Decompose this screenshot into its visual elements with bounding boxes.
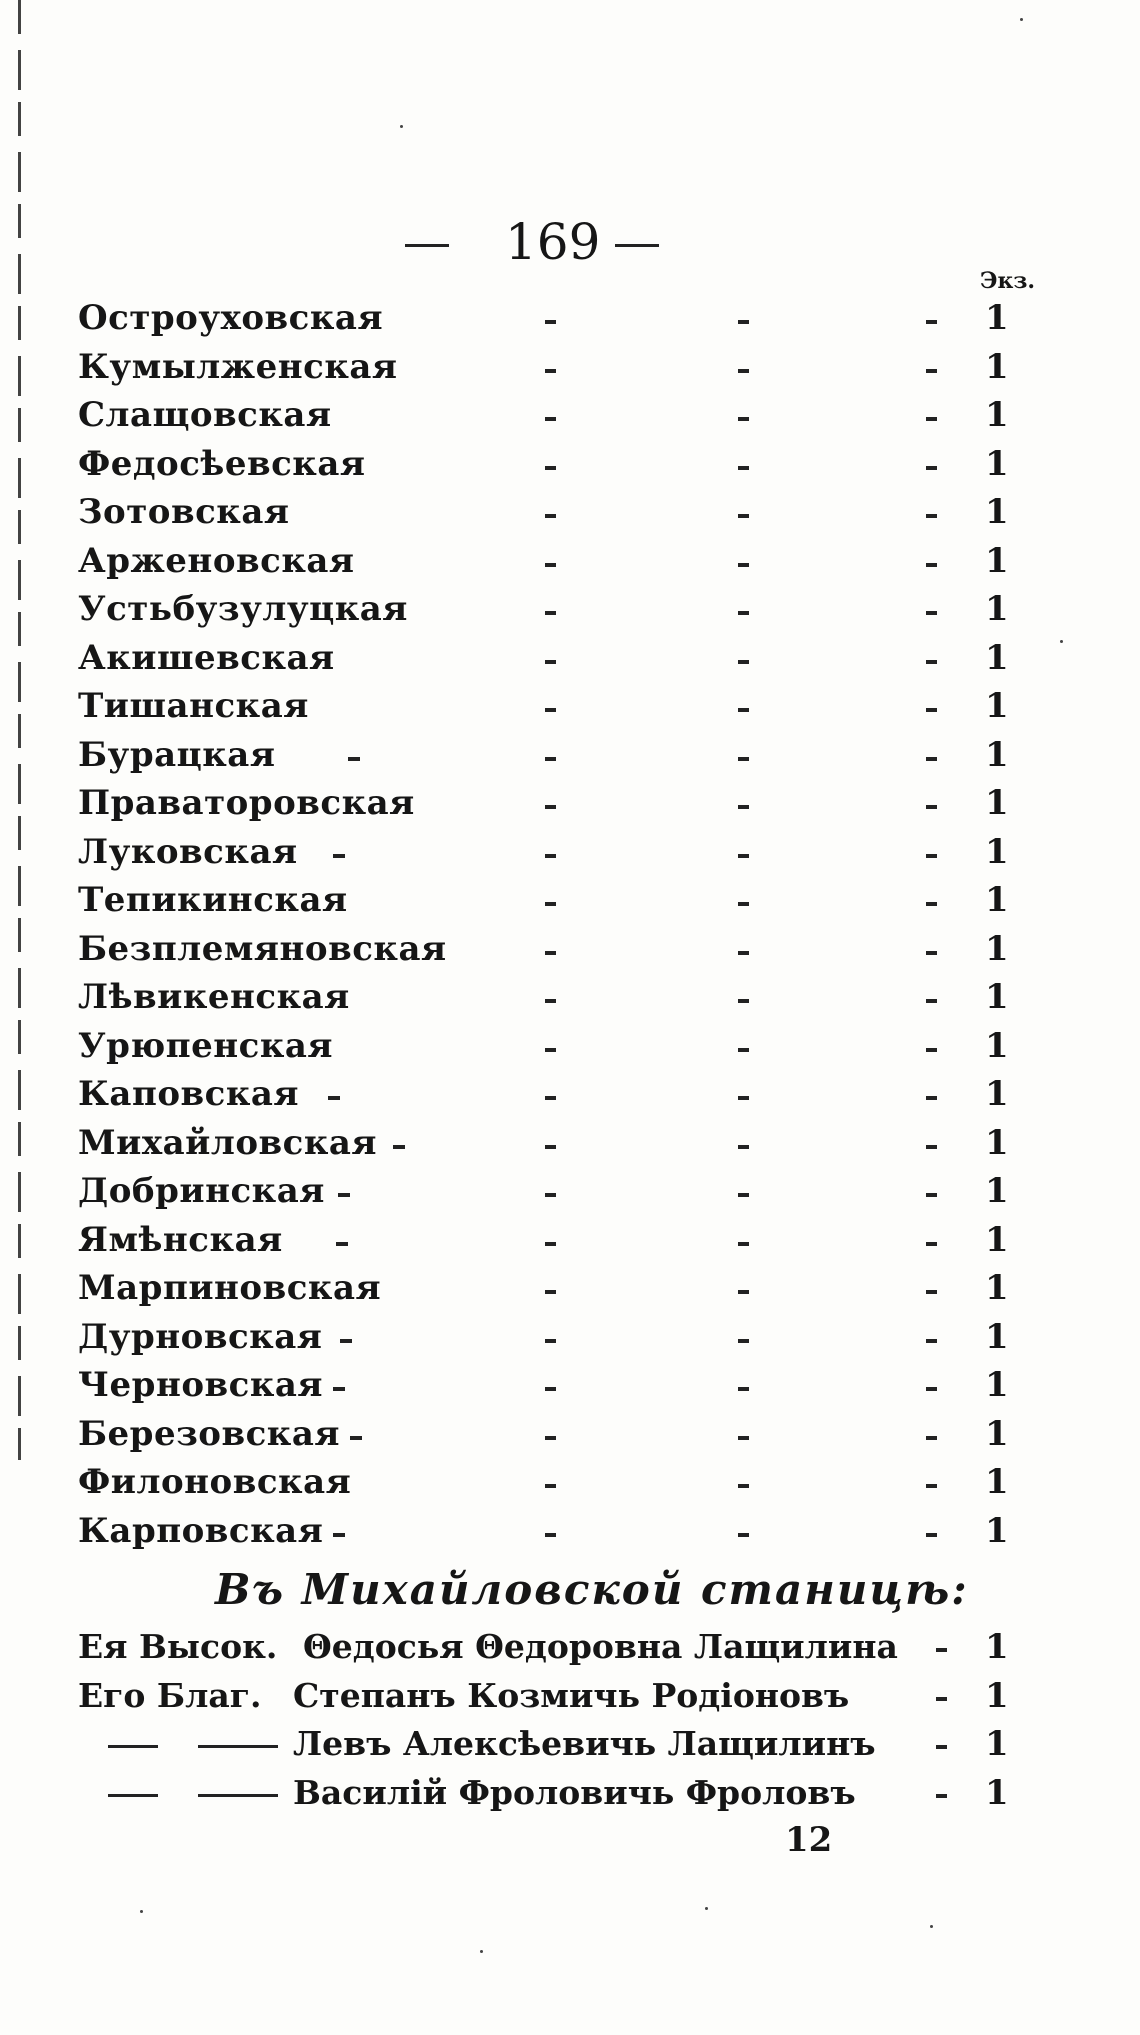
- paper-speck: [1060, 640, 1063, 643]
- copies-count: 1: [985, 1510, 1009, 1551]
- leader-dash: [926, 1436, 937, 1440]
- list-row: [78, 1361, 1078, 1410]
- leader-dash: [545, 951, 556, 955]
- leader-dash: [926, 1387, 937, 1391]
- stanitsa-name: Ямѣнская: [78, 1219, 283, 1260]
- copies-count: 1: [985, 734, 1009, 775]
- stanitsa-name: Черновская: [78, 1365, 324, 1405]
- leader-dash: [545, 1339, 556, 1343]
- leader-dash: [738, 757, 749, 761]
- leader-dash: [738, 514, 749, 518]
- list-row: [78, 634, 1078, 683]
- leader-dash: [545, 1242, 556, 1246]
- list-row: [78, 731, 1078, 780]
- leader-dash: [738, 1290, 749, 1294]
- stanitsa-name: Федосѣевская: [78, 443, 366, 484]
- leader-dash: [545, 563, 556, 567]
- leader-dash: [738, 1145, 749, 1149]
- stanitsa-name: Слащовская: [78, 395, 332, 435]
- copies-count: 1: [985, 928, 1009, 969]
- list-row: [78, 585, 1078, 634]
- copies-count: 1: [985, 1627, 1009, 1667]
- stanitsa-name: Каповская: [78, 1074, 300, 1114]
- list-row: [78, 682, 1078, 731]
- copies-count: 1: [985, 1462, 1009, 1502]
- leader-dash: [545, 1290, 556, 1294]
- leader-dash: [926, 1096, 937, 1100]
- copies-count: 1: [985, 1316, 1009, 1357]
- leader-dash: [545, 514, 556, 518]
- leader-dash: [926, 1533, 937, 1537]
- leader-dash: [926, 951, 937, 955]
- leader-dash: [926, 466, 937, 470]
- leader-dash: [545, 1096, 556, 1100]
- leader-dash: [738, 1436, 749, 1440]
- leader-dash: [738, 320, 749, 324]
- list-row: [78, 876, 1078, 925]
- page-number: 169: [505, 213, 601, 271]
- copies-count: 1: [985, 831, 1009, 872]
- copies-count: 1: [985, 1122, 1009, 1163]
- person-name: Левъ Алексѣевичь Лащилинъ: [293, 1724, 876, 1763]
- leader-dash: [926, 563, 937, 567]
- stanitsa-name: Добринская: [78, 1171, 325, 1211]
- leader-dash: [545, 1145, 556, 1149]
- copies-count: 1: [985, 1772, 1009, 1813]
- leader-dash: [738, 660, 749, 664]
- leader-dash: [926, 660, 937, 664]
- leader-dash: [545, 466, 556, 470]
- leader-dash: [393, 1145, 405, 1149]
- copies-count: 1: [985, 540, 1009, 581]
- stanitsa-name: Зотовская: [78, 492, 290, 532]
- list-row: [78, 779, 1078, 828]
- copies-count: 1: [985, 346, 1009, 387]
- list-row: [78, 1507, 1078, 1556]
- leader-dash: [738, 708, 749, 712]
- leader-dash: [738, 1387, 749, 1391]
- person-title: Ея Высок.: [78, 1627, 278, 1666]
- stanitsa-name: Лѣвикенская: [78, 977, 350, 1017]
- person-name: Степанъ Козмичь Родіоновъ: [293, 1675, 850, 1715]
- leader-dash: [545, 1436, 556, 1440]
- stanitsa-name: Устьбузулуцкая: [78, 589, 408, 629]
- list-row: [78, 1216, 1078, 1265]
- list-row: [78, 294, 1078, 343]
- copies-count: 1: [985, 686, 1009, 726]
- copies-count: 1: [985, 1025, 1009, 1066]
- leader-dash: [545, 999, 556, 1003]
- copies-count: 1: [985, 1724, 1009, 1764]
- persons-list: [78, 1622, 1078, 1816]
- leader-dash: [936, 1697, 947, 1701]
- leader-dash: [926, 757, 937, 761]
- copies-count: 1: [985, 783, 1009, 823]
- copies-count: 1: [985, 1413, 1009, 1454]
- leader-dash: [738, 369, 749, 373]
- leader-dash: [926, 805, 937, 809]
- person-title: Его Благ.: [78, 1675, 262, 1715]
- leader-dash: [333, 1387, 345, 1391]
- person-row: [78, 1768, 1078, 1817]
- copies-count: 1: [985, 1074, 1009, 1114]
- leader-dash: [545, 805, 556, 809]
- stanitsa-name: Акишевская: [78, 637, 335, 678]
- leader-dash: [738, 999, 749, 1003]
- leader-dash: [926, 369, 937, 373]
- leader-dash: [333, 1533, 345, 1537]
- signature-mark: 12: [785, 1820, 833, 1860]
- leader-dash: [926, 999, 937, 1003]
- leader-dash: [738, 951, 749, 955]
- stanitsa-name: Карповская: [78, 1510, 324, 1551]
- leader-dash: [545, 854, 556, 858]
- stanitsa-name: Тепикинская: [78, 880, 348, 920]
- leader-dash: [545, 369, 556, 373]
- person-row: [78, 1719, 1078, 1768]
- stanitsa-name: Бурацкая: [78, 734, 276, 775]
- leader-dash: [545, 1387, 556, 1391]
- leader-dash: [333, 854, 345, 858]
- list-row: [78, 488, 1078, 537]
- ditto-dashes: [108, 1794, 278, 1798]
- list-row: [78, 391, 1078, 440]
- paper-speck: [705, 1907, 708, 1910]
- copies-count: 1: [985, 880, 1009, 920]
- list-row: [78, 1313, 1078, 1362]
- list-row: [78, 537, 1078, 586]
- list-row: [78, 828, 1078, 877]
- list-row: [78, 343, 1078, 392]
- header-dash-right: [615, 244, 659, 247]
- copies-count: 1: [985, 443, 1009, 484]
- person-name: Василій Фроловичь Фроловъ: [293, 1772, 856, 1812]
- copies-count: 1: [985, 492, 1009, 532]
- copies-count: 1: [985, 977, 1009, 1017]
- ditto-dashes: [108, 1745, 278, 1749]
- paper-speck: [480, 1950, 483, 1953]
- leader-dash: [545, 611, 556, 615]
- leader-dash: [738, 563, 749, 567]
- stanitsa-name: Луковская: [78, 831, 298, 872]
- leader-dash: [738, 1533, 749, 1537]
- list-row: [78, 1458, 1078, 1507]
- stanitsa-name: Михайловская: [78, 1122, 378, 1163]
- leader-dash: [545, 1048, 556, 1052]
- leader-dash: [738, 1484, 749, 1488]
- copies-count: 1: [985, 395, 1009, 435]
- leader-dash: [738, 1048, 749, 1052]
- stanitsa-name: Филоновская: [78, 1462, 352, 1502]
- stanitsa-name: Праваторовская: [78, 783, 415, 823]
- person-row: [78, 1671, 1078, 1720]
- leader-dash: [340, 1339, 352, 1343]
- person-name: Θедосья Θедоровна Лащилина: [303, 1627, 898, 1666]
- leader-dash: [338, 1193, 350, 1197]
- leader-dash: [936, 1648, 947, 1652]
- leader-dash: [545, 757, 556, 761]
- leader-dash: [926, 514, 937, 518]
- leader-dash: [738, 1242, 749, 1246]
- leader-dash: [926, 854, 937, 858]
- list-row: [78, 1264, 1078, 1313]
- paper-speck: [930, 1925, 933, 1928]
- leader-dash: [926, 1290, 937, 1294]
- list-row: [78, 1410, 1078, 1459]
- leader-dash: [926, 1484, 937, 1488]
- copies-column-label: Экз.: [980, 268, 1036, 294]
- list-row: [78, 440, 1078, 489]
- list-row: [78, 925, 1078, 974]
- stanitsa-name: Безплемяновская: [78, 928, 447, 969]
- leader-dash: [738, 854, 749, 858]
- stanitsa-name: Арженовская: [78, 540, 355, 581]
- leader-dash: [926, 1339, 937, 1343]
- stanitsa-list: [78, 294, 1078, 1555]
- stanitsa-name: Дурновская: [78, 1316, 323, 1357]
- leader-dash: [545, 1533, 556, 1537]
- list-row: [78, 1070, 1078, 1119]
- leader-dash: [348, 757, 360, 761]
- leader-dash: [926, 611, 937, 615]
- copies-count: 1: [985, 1219, 1009, 1260]
- stanitsa-name: Остроуховская: [78, 298, 384, 338]
- leader-dash: [738, 466, 749, 470]
- copies-count: 1: [985, 1675, 1009, 1716]
- stanitsa-name: Урюпенская: [78, 1025, 334, 1066]
- stanitsa-name: Березовская: [78, 1413, 340, 1454]
- leader-dash: [926, 1048, 937, 1052]
- leader-dash: [545, 902, 556, 906]
- section-heading: Въ Михайловской станицѣ:: [215, 1565, 969, 1614]
- leader-dash: [926, 320, 937, 324]
- leader-dash: [926, 1242, 937, 1246]
- copies-count: 1: [985, 589, 1009, 629]
- leader-dash: [738, 417, 749, 421]
- list-row: [78, 973, 1078, 1022]
- leader-dash: [738, 805, 749, 809]
- list-row: [78, 1167, 1078, 1216]
- leader-dash: [545, 320, 556, 324]
- leader-dash: [738, 902, 749, 906]
- leader-dash: [545, 660, 556, 664]
- leader-dash: [926, 902, 937, 906]
- paper-speck: [1020, 18, 1023, 21]
- leader-dash: [926, 1145, 937, 1149]
- leader-dash: [350, 1436, 362, 1440]
- paper-speck: [400, 125, 403, 128]
- copies-count: 1: [985, 298, 1009, 338]
- copies-count: 1: [985, 1268, 1009, 1308]
- leader-dash: [336, 1242, 348, 1246]
- leader-dash: [545, 417, 556, 421]
- stanitsa-name: Кумылженская: [78, 346, 398, 387]
- leader-dash: [926, 417, 937, 421]
- stanitsa-name: Тишанская: [78, 686, 309, 726]
- copies-count: 1: [985, 1365, 1009, 1405]
- leader-dash: [936, 1794, 947, 1798]
- leader-dash: [738, 611, 749, 615]
- header-dash-left: [405, 244, 449, 247]
- copies-count: 1: [985, 1171, 1009, 1211]
- leader-dash: [926, 1193, 937, 1197]
- list-row: [78, 1022, 1078, 1071]
- leader-dash: [545, 1193, 556, 1197]
- leader-dash: [328, 1096, 340, 1100]
- list-row: [78, 1119, 1078, 1168]
- person-row: [78, 1622, 1078, 1671]
- leader-dash: [738, 1096, 749, 1100]
- copies-count: 1: [985, 637, 1009, 678]
- leader-dash: [738, 1339, 749, 1343]
- leader-dash: [926, 708, 937, 712]
- paper-speck: [140, 1910, 143, 1913]
- page-header: [0, 212, 1140, 272]
- stanitsa-name: Марпиновская: [78, 1268, 382, 1308]
- leader-dash: [738, 1193, 749, 1197]
- leader-dash: [936, 1745, 947, 1749]
- leader-dash: [545, 1484, 556, 1488]
- leader-dash: [545, 708, 556, 712]
